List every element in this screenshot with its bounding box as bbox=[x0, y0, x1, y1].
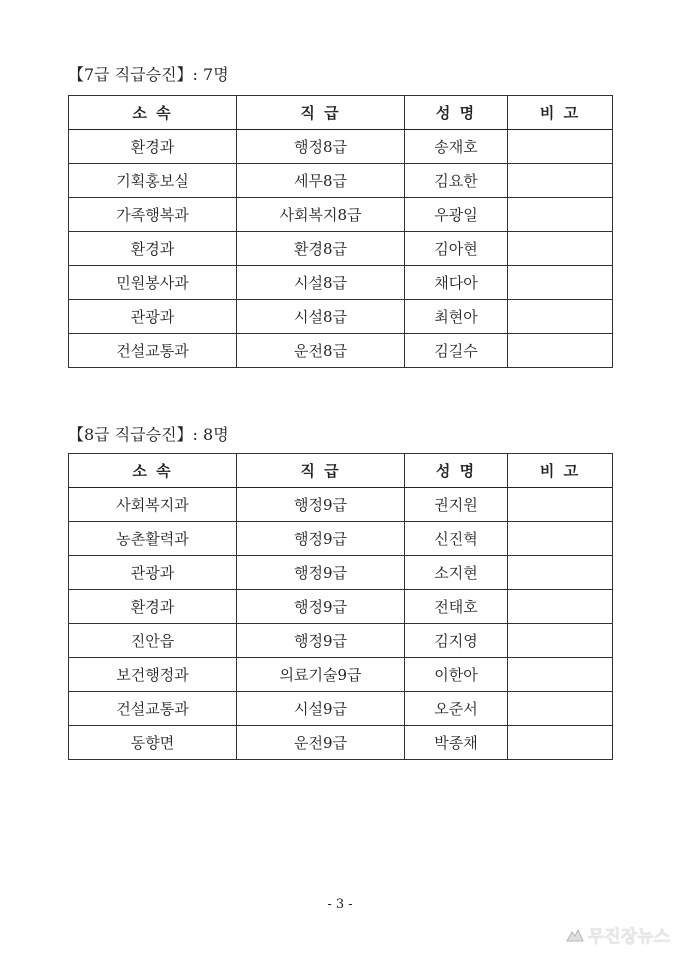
grade-cell: 행정9급 bbox=[237, 522, 405, 556]
table-row bbox=[69, 692, 613, 726]
grade-cell: 사회복지8급 bbox=[237, 198, 405, 232]
department-cell: 가족행복과 bbox=[69, 198, 237, 232]
table-row bbox=[69, 232, 613, 266]
grade-cell: 시설8급 bbox=[237, 266, 405, 300]
department-cell: 관광과 bbox=[69, 556, 237, 590]
name-cell: 이한아 bbox=[405, 658, 508, 692]
grade-cell: 행정9급 bbox=[237, 624, 405, 658]
remarks-cell bbox=[508, 232, 613, 266]
section-title-7th-grade: 【7급 직급승진】: 7명 bbox=[68, 65, 229, 84]
header-remarks: 비 고 bbox=[508, 96, 613, 130]
department-cell: 민원봉사과 bbox=[69, 266, 237, 300]
promotion-table-7th-grade bbox=[68, 95, 613, 368]
name-cell: 채다아 bbox=[405, 266, 508, 300]
remarks-cell bbox=[508, 658, 613, 692]
department-cell: 건설교통과 bbox=[69, 334, 237, 368]
section-title-8th-grade: 【8급 직급승진】: 8명 bbox=[68, 425, 229, 444]
department-cell: 보건행정과 bbox=[69, 658, 237, 692]
grade-cell: 환경8급 bbox=[237, 232, 405, 266]
department-cell: 환경과 bbox=[69, 232, 237, 266]
table-row bbox=[69, 198, 613, 232]
name-cell: 우광일 bbox=[405, 198, 508, 232]
remarks-cell bbox=[508, 522, 613, 556]
department-cell: 농촌활력과 bbox=[69, 522, 237, 556]
remarks-cell bbox=[508, 130, 613, 164]
name-cell: 전태호 bbox=[405, 590, 508, 624]
department-cell: 관광과 bbox=[69, 300, 237, 334]
header-grade: 직 급 bbox=[237, 454, 405, 488]
grade-cell: 세무8급 bbox=[237, 164, 405, 198]
table-row bbox=[69, 658, 613, 692]
name-cell: 김지영 bbox=[405, 624, 508, 658]
table-row bbox=[69, 624, 613, 658]
remarks-cell bbox=[508, 624, 613, 658]
page-number: - 3 - bbox=[327, 897, 353, 912]
header-name: 성 명 bbox=[405, 454, 508, 488]
grade-cell: 행정9급 bbox=[237, 556, 405, 590]
table-row bbox=[69, 334, 613, 368]
grade-cell: 행정9급 bbox=[237, 488, 405, 522]
header-department: 소 속 bbox=[69, 96, 237, 130]
remarks-cell bbox=[508, 300, 613, 334]
name-cell: 오준서 bbox=[405, 692, 508, 726]
table-row bbox=[69, 164, 613, 198]
header-name: 성 명 bbox=[405, 96, 508, 130]
department-cell: 건설교통과 bbox=[69, 692, 237, 726]
remarks-cell bbox=[508, 590, 613, 624]
department-cell: 동향면 bbox=[69, 726, 237, 760]
grade-cell: 운전9급 bbox=[237, 726, 405, 760]
name-cell: 김요한 bbox=[405, 164, 508, 198]
table-row bbox=[69, 522, 613, 556]
header-remarks: 비 고 bbox=[508, 454, 613, 488]
promotion-table-8th-grade bbox=[68, 453, 613, 760]
remarks-cell bbox=[508, 334, 613, 368]
name-cell: 최현아 bbox=[405, 300, 508, 334]
grade-cell: 행정9급 bbox=[237, 590, 405, 624]
table-row bbox=[69, 556, 613, 590]
remarks-cell bbox=[508, 726, 613, 760]
table-header-row bbox=[69, 454, 613, 488]
grade-cell: 시설8급 bbox=[237, 300, 405, 334]
department-cell: 사회복지과 bbox=[69, 488, 237, 522]
table-row bbox=[69, 300, 613, 334]
grade-cell: 운전8급 bbox=[237, 334, 405, 368]
watermark-text: 무진장뉴스 bbox=[587, 927, 670, 947]
name-cell: 소지현 bbox=[405, 556, 508, 590]
remarks-cell bbox=[508, 556, 613, 590]
news-watermark-logo bbox=[566, 922, 670, 947]
table-header-row bbox=[69, 96, 613, 130]
department-cell: 기획홍보실 bbox=[69, 164, 237, 198]
name-cell: 권지원 bbox=[405, 488, 508, 522]
name-cell: 김길수 bbox=[405, 334, 508, 368]
table-row bbox=[69, 266, 613, 300]
table-row bbox=[69, 130, 613, 164]
mountain-logo-icon bbox=[566, 928, 584, 942]
table-row bbox=[69, 488, 613, 522]
name-cell: 송재호 bbox=[405, 130, 508, 164]
grade-cell: 의료기술9급 bbox=[237, 658, 405, 692]
department-cell: 진안읍 bbox=[69, 624, 237, 658]
grade-cell: 행정8급 bbox=[237, 130, 405, 164]
table-row bbox=[69, 726, 613, 760]
remarks-cell bbox=[508, 198, 613, 232]
header-grade: 직 급 bbox=[237, 96, 405, 130]
department-cell: 환경과 bbox=[69, 590, 237, 624]
grade-cell: 시설9급 bbox=[237, 692, 405, 726]
remarks-cell bbox=[508, 488, 613, 522]
remarks-cell bbox=[508, 692, 613, 726]
table-row bbox=[69, 590, 613, 624]
remarks-cell bbox=[508, 164, 613, 198]
name-cell: 신진혁 bbox=[405, 522, 508, 556]
department-cell: 환경과 bbox=[69, 130, 237, 164]
name-cell: 김아현 bbox=[405, 232, 508, 266]
header-department: 소 속 bbox=[69, 454, 237, 488]
name-cell: 박종채 bbox=[405, 726, 508, 760]
remarks-cell bbox=[508, 266, 613, 300]
